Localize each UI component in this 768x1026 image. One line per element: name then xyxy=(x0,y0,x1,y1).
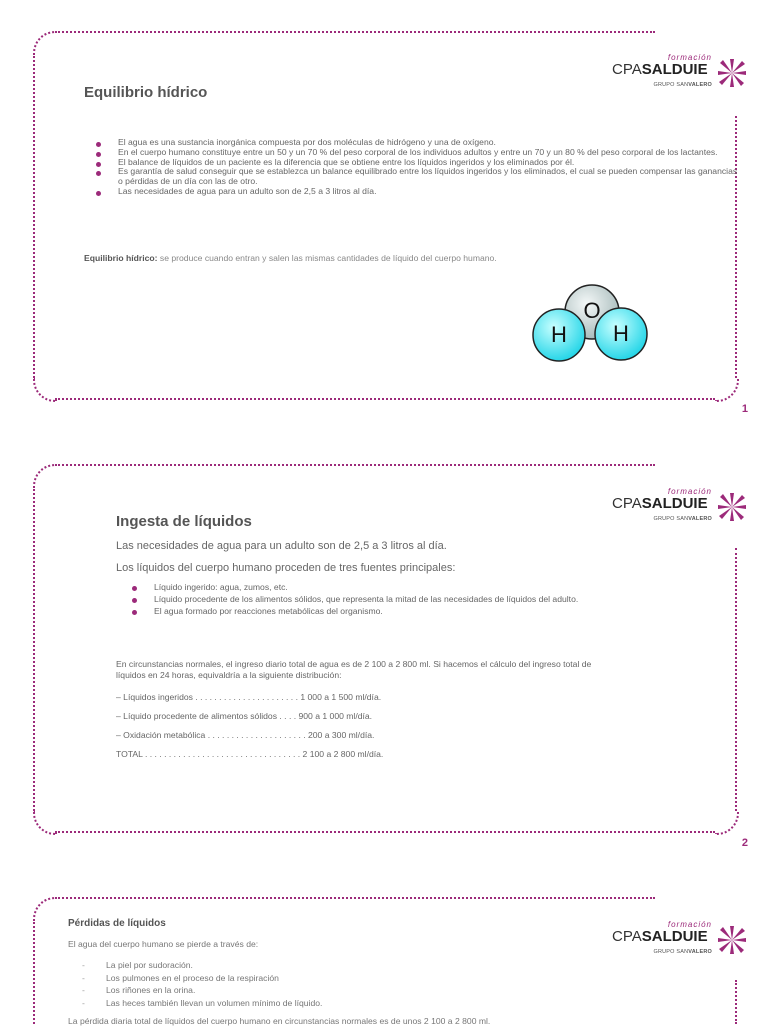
slide-frame-right xyxy=(735,980,737,1024)
list-item: Líquido procedente de los alimentos sólidos, que representa la mitad de las necesidades de líquidos del adulto. xyxy=(130,594,630,604)
logo-brand: CPASALDUIE xyxy=(612,495,708,512)
logo-formacion: formación xyxy=(667,487,712,496)
list-item: Es garantía de salud conseguir que se establezca un balance equilibrado entre los líquidos ingeridos y los eliminados, el cual se pueden compensar las ganancias o pérdidas de un día con las de otro. xyxy=(94,167,740,187)
hydrogen-label: H xyxy=(551,322,567,347)
slide-frame-left xyxy=(33,919,35,1024)
slide-title: Pérdidas de líquidos xyxy=(68,918,166,929)
list-item: - Los riñones en la orina. xyxy=(82,984,322,997)
logo-group: GRUPO SANVALERO xyxy=(653,516,712,522)
slide-title: Equilibrio hídrico xyxy=(84,84,208,101)
oxygen-label: O xyxy=(583,298,601,323)
star-burst-icon xyxy=(716,924,748,956)
distribution-row: – Oxidación metabólica . . . . . . . . . . . . . . . . . . . . . 200 a 300 ml/día. xyxy=(116,730,375,740)
logo-group: GRUPO SANVALERO xyxy=(653,82,712,88)
hydrogen-label: H xyxy=(613,321,629,346)
paragraph: Las necesidades de agua para un adulto son de 2,5 a 3 litros al día. xyxy=(116,540,447,552)
list-item: El agua formado por reacciones metabólicas del organismo. xyxy=(130,606,630,616)
logo-brand: CPASALDUIE xyxy=(612,928,708,945)
definition-text: se produce cuando entran y salen las mismas cantidades de líquido del cuerpo humano. xyxy=(157,253,497,263)
list-item: - Los pulmones en el proceso de la respiración xyxy=(82,972,322,985)
list-item: - La piel por sudoración. xyxy=(82,959,322,972)
logo-formacion: formación xyxy=(667,53,712,62)
logo-brand: CPASALDUIE xyxy=(612,61,708,78)
definition-term: Equilibrio hídrico: xyxy=(84,253,158,263)
list-item: - Las heces también llevan un volumen mínimo de líquido. xyxy=(82,997,322,1010)
logo-group: GRUPO SANVALERO xyxy=(653,949,712,955)
paragraph: La pérdida diaria total de líquidos del cuerpo humano en circunstancias normales es de unos 2 100 a 2 800 ml. xyxy=(68,1016,491,1026)
page-number: 1 xyxy=(741,403,748,415)
distribution-row: – Líquido procedente de alimentos sólidos . . . . 900 a 1 000 ml/día. xyxy=(116,711,373,721)
dash-list xyxy=(82,959,322,1009)
list-item: Las necesidades de agua para un adulto son de 2,5 a 3 litros al día. xyxy=(94,187,740,197)
logo-formacion: formación xyxy=(667,920,712,929)
paragraph: Los líquidos del cuerpo humano proceden de tres fuentes principales: xyxy=(116,562,456,574)
cpa-salduie-logo xyxy=(612,920,748,966)
list-item: El balance de líquidos de un paciente es la diferencia que se obtiene entre los líquidos ingeridos y los eliminados por él. xyxy=(94,158,740,168)
page-number: 2 xyxy=(741,837,748,849)
slide-title: Ingesta de líquidos xyxy=(116,513,252,530)
distribution-row: – Líquidos ingeridos . . . . . . . . . . . . . . . . . . . . . . 1 000 a 1 500 ml/día. xyxy=(116,692,382,702)
list-item: En el cuerpo humano constituye entre un 50 y un 70 % del peso corporal de los individuos adultos y entre un 70 y un 80 % del peso corporal de los lactantes. xyxy=(94,148,740,158)
paragraph: El agua del cuerpo humano se pierde a través de: xyxy=(68,939,259,949)
paragraph: En circunstancias normales, el ingreso diario total de agua es de 2 100 a 2 800 ml. Si hacemos el cálculo del ingreso total de líquidos en 24 horas, equivaldría a la siguiente distribución: xyxy=(116,659,592,680)
list-item: Líquido ingerido: agua, zumos, etc. xyxy=(130,582,630,592)
slide-frame-top xyxy=(55,897,655,899)
slide-frame-corner xyxy=(33,897,57,921)
distribution-total: TOTAL . . . . . . . . . . . . . . . . . . . . . . . . . . . . . . . . . 2 100 a 2 800 ml/día. xyxy=(116,749,384,759)
list-item: El agua es una sustancia inorgánica compuesta por dos moléculas de hidrógeno y una de oxígeno. xyxy=(94,138,740,148)
